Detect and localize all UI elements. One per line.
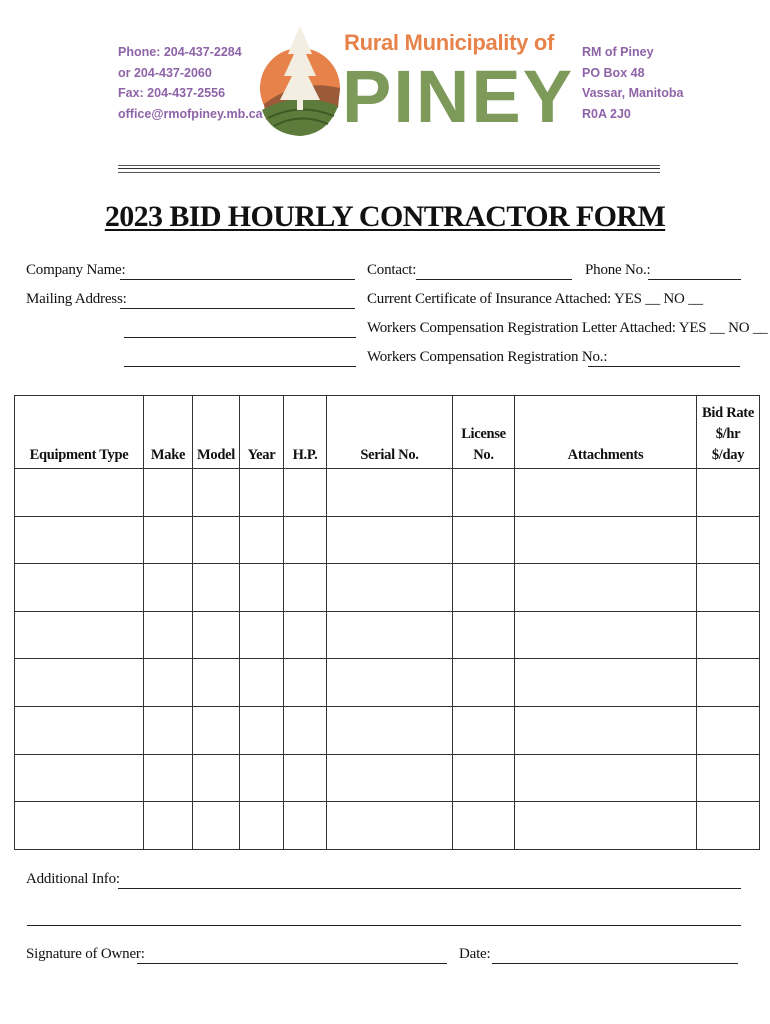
col-license-no (453, 396, 515, 469)
cell-license-no[interactable] (453, 707, 515, 755)
email-line: office@rmofpiney.mb.ca (118, 106, 263, 121)
col-attachments: Attachments (515, 396, 697, 469)
cell-serial-no[interactable] (327, 707, 453, 755)
alt-phone-line: or 204-437-2060 (118, 65, 212, 80)
insurance-attached-label: Current Certificate of Insurance Attached: YES __ NO __ (367, 291, 703, 307)
cell-year[interactable] (240, 659, 284, 707)
signature-field[interactable] (137, 963, 447, 964)
piney-logo-icon (258, 18, 342, 148)
cell-license-no[interactable] (453, 659, 515, 707)
cell-serial-no[interactable] (327, 611, 453, 659)
table-row (15, 516, 760, 564)
cell-serial-no[interactable] (327, 802, 453, 850)
phone-field[interactable] (648, 279, 741, 280)
mailing-address-field-3[interactable] (124, 366, 356, 367)
cell-attachments[interactable] (515, 469, 697, 517)
cell-bid-rate[interactable] (697, 802, 760, 850)
cell-model[interactable] (193, 469, 240, 517)
cell-bid-rate[interactable] (697, 754, 760, 802)
additional-info-field-2[interactable] (27, 925, 741, 926)
table-row (15, 659, 760, 707)
equipment-table (14, 395, 760, 850)
cell-make[interactable] (144, 659, 193, 707)
cell-year[interactable] (240, 611, 284, 659)
mailing-address-label: Mailing Address: (26, 291, 127, 307)
cell-year[interactable] (240, 564, 284, 612)
cell-bid-rate[interactable] (697, 469, 760, 517)
cell-attachments[interactable] (515, 707, 697, 755)
header-divider (118, 165, 660, 166)
cell-license-no[interactable] (453, 516, 515, 564)
header-divider (118, 168, 660, 169)
table-row (15, 754, 760, 802)
cell-equipment-type[interactable] (15, 754, 144, 802)
company-name-label: Company Name: (26, 262, 126, 278)
cell-equipment-type[interactable] (15, 611, 144, 659)
bid-rate-line-2: $/hr (715, 426, 741, 443)
cell-hp[interactable] (284, 659, 327, 707)
cell-model[interactable] (193, 516, 240, 564)
col-bid-rate (697, 396, 760, 469)
col-hp: H.P. (284, 396, 327, 469)
address-line-3: Vassar, Manitoba (582, 86, 684, 100)
cell-license-no[interactable] (453, 754, 515, 802)
fax-line: Fax: 204-437-2556 (118, 86, 226, 100)
cell-equipment-type[interactable] (15, 802, 144, 850)
header-divider (118, 172, 660, 173)
table-header-row (15, 396, 760, 469)
cell-model[interactable] (193, 802, 240, 850)
license-line-2: No. (473, 447, 494, 464)
cell-year[interactable] (240, 802, 284, 850)
address-line-1: RM of Piney (582, 45, 654, 59)
cell-serial-no[interactable] (327, 516, 453, 564)
additional-info-field[interactable] (118, 888, 741, 889)
cell-license-no[interactable] (453, 611, 515, 659)
cell-equipment-type[interactable] (15, 516, 144, 564)
cell-model[interactable] (193, 659, 240, 707)
contact-field[interactable] (416, 279, 572, 280)
bid-rate-line-1: Bid Rate (702, 405, 754, 422)
phone-label: Phone No.: (585, 262, 651, 278)
form-title: 2023 BID HOURLY CONTRACTOR FORM (104, 200, 666, 233)
cell-bid-rate[interactable] (697, 611, 760, 659)
cell-make[interactable] (144, 802, 193, 850)
phone-line: Phone: 204-437-2284 (118, 45, 242, 59)
cell-hp[interactable] (284, 611, 327, 659)
additional-info-label: Additional Info: (26, 871, 120, 887)
cell-hp[interactable] (284, 564, 327, 612)
cell-hp[interactable] (284, 754, 327, 802)
table-row (15, 707, 760, 755)
cell-license-no[interactable] (453, 802, 515, 850)
cell-year[interactable] (240, 469, 284, 517)
cell-serial-no[interactable] (327, 469, 453, 517)
cell-hp[interactable] (284, 469, 327, 517)
table-row (15, 802, 760, 850)
cell-make[interactable] (144, 707, 193, 755)
cell-make[interactable] (144, 564, 193, 612)
table-row (15, 469, 760, 517)
wcb-letter-label: Workers Compensation Registration Letter Attached: YES __ NO __ (367, 320, 768, 336)
address-line-4: R0A 2J0 (582, 106, 631, 121)
cell-license-no[interactable] (453, 564, 515, 612)
cell-bid-rate[interactable] (697, 564, 760, 612)
municipality-contact-block (118, 42, 268, 124)
cell-make[interactable] (144, 611, 193, 659)
municipality-address-block (582, 42, 692, 124)
cell-model[interactable] (193, 564, 240, 612)
cell-hp[interactable] (284, 802, 327, 850)
bid-rate-line-3: $/day (711, 447, 745, 464)
cell-attachments[interactable] (515, 659, 697, 707)
cell-attachments[interactable] (515, 564, 697, 612)
cell-hp[interactable] (284, 516, 327, 564)
mailing-address-field[interactable] (120, 308, 355, 309)
company-name-field[interactable] (120, 279, 355, 280)
cell-equipment-type[interactable] (15, 469, 144, 517)
wcb-number-label: Workers Compensation Registration No.: (367, 349, 608, 365)
cell-attachments[interactable] (515, 611, 697, 659)
cell-year[interactable] (240, 516, 284, 564)
table-body (15, 469, 760, 850)
cell-bid-rate[interactable] (697, 659, 760, 707)
col-model: Model (193, 396, 240, 469)
cell-equipment-type[interactable] (15, 707, 144, 755)
cell-attachments[interactable] (515, 754, 697, 802)
cell-bid-rate[interactable] (697, 707, 760, 755)
table-row (15, 611, 760, 659)
table-row (15, 564, 760, 612)
cell-year[interactable] (240, 707, 284, 755)
cell-model[interactable] (193, 754, 240, 802)
cell-serial-no[interactable] (327, 659, 453, 707)
cell-year[interactable] (240, 754, 284, 802)
contact-label: Contact: (367, 262, 417, 278)
cell-make[interactable] (144, 469, 193, 517)
cell-serial-no[interactable] (327, 564, 453, 612)
cell-bid-rate[interactable] (697, 516, 760, 564)
cell-license-no[interactable] (453, 469, 515, 517)
address-line-2: PO Box 48 (582, 65, 645, 80)
col-equipment-type: Equipment Type (15, 396, 144, 469)
cell-make[interactable] (144, 754, 193, 802)
logo-tagline: Rural Municipality of (344, 30, 555, 55)
license-line-1: License (461, 426, 506, 443)
col-make: Make (144, 396, 193, 469)
signature-label: Signature of Owner: (26, 946, 145, 962)
cell-equipment-type[interactable] (15, 564, 144, 612)
cell-hp[interactable] (284, 707, 327, 755)
mailing-address-field-2[interactable] (124, 337, 356, 338)
cell-model[interactable] (193, 707, 240, 755)
cell-attachments[interactable] (515, 516, 697, 564)
cell-attachments[interactable] (515, 802, 697, 850)
date-field[interactable] (492, 963, 738, 964)
logo-wordmark: PINEY (342, 55, 575, 138)
date-label: Date: (459, 946, 491, 962)
cell-make[interactable] (144, 516, 193, 564)
cell-model[interactable] (193, 611, 240, 659)
cell-serial-no[interactable] (327, 754, 453, 802)
cell-equipment-type[interactable] (15, 659, 144, 707)
col-serial-no: Serial No. (327, 396, 453, 469)
col-year: Year (240, 396, 284, 469)
wcb-number-field[interactable] (588, 366, 740, 367)
